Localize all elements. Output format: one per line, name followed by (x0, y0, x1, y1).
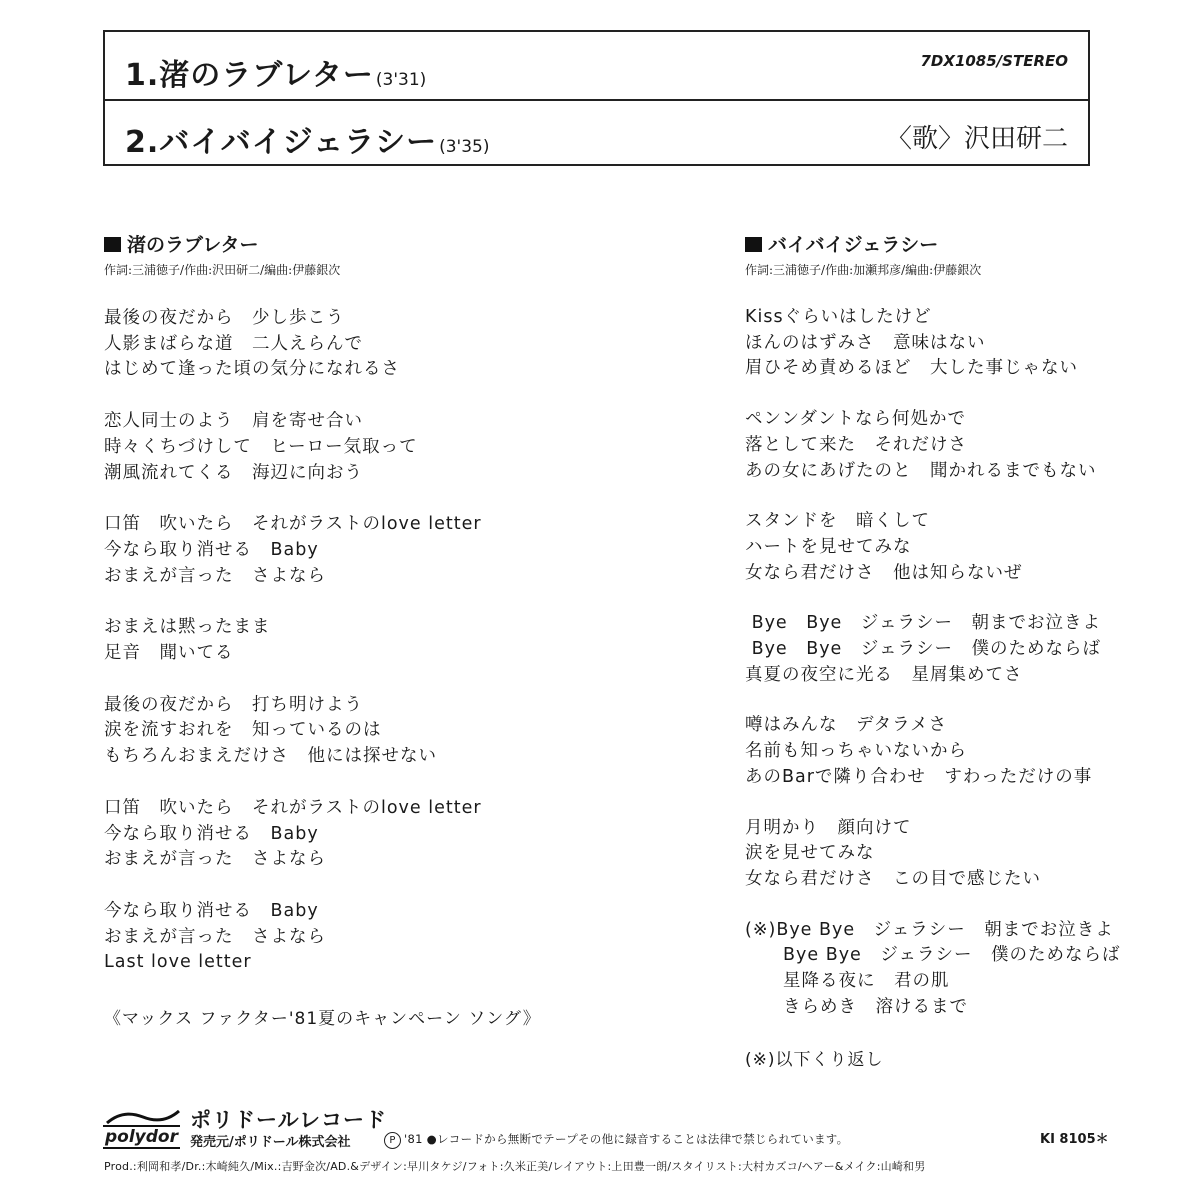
stanza (745, 305, 1165, 382)
lyrics-left-column (104, 232, 664, 1029)
lyric-line: もちろんおまえだけさ 他には探せない (104, 746, 437, 767)
stanza (745, 509, 1165, 586)
catalog-number: 7DX1085/STEREO (920, 52, 1068, 70)
square-bullet-icon (104, 237, 121, 252)
lyric-line: Bye Bye ジェラシー 僕のためならば (783, 945, 1121, 966)
lyric-line: ペンンダントなら何処かで (745, 409, 967, 430)
stanza (745, 713, 1165, 790)
lyric-line: 足音 聞いてる (104, 643, 234, 664)
lyric-line: おまえが言った さよなら (104, 849, 326, 870)
lyric-line: 最後の夜だから 打ち明けよう (104, 694, 363, 715)
singer-credit: 〈歌〉沢田研二 (885, 124, 1068, 154)
stanza (745, 816, 1165, 893)
lyric-line: はじめて逢った頃の気分になれるさ (104, 359, 400, 380)
lyric-line: 女なら君だけさ この目で感じたい (745, 868, 1041, 889)
stanza (745, 611, 1165, 688)
lyric-line: 星降る夜に 君の肌 (783, 971, 950, 992)
stanza (104, 409, 664, 486)
campaign-note: 《マックス ファクター'81夏のキャンペーン ソング》 (104, 1009, 541, 1030)
song-credit: 作詞:三浦徳子/作曲:沢田研二/編曲:伊藤銀次 (104, 263, 341, 277)
track-list-box (103, 30, 1090, 166)
stanza (104, 796, 664, 873)
lyric-line: スタンドを 暗くして (745, 511, 930, 532)
song-title-text: バイバイジェラシー (768, 234, 939, 256)
footer (0, 1098, 1200, 1198)
lyric-line: 時々くちづけして ヒーロー気取って (104, 436, 418, 457)
stanza (104, 899, 664, 976)
lyric-line: 口笛 吹いたら それがラストのlove letter (104, 514, 482, 535)
stanza (745, 407, 1165, 484)
song-credit: 作詞:三浦徳子/作曲:加瀬邦彦/編曲:伊藤銀次 (745, 263, 982, 277)
distributor: 発売元/ポリドール株式会社 (190, 1135, 351, 1150)
stanza (104, 512, 664, 589)
chorus-stanza (745, 918, 1165, 1021)
lyric-line: 人影まばらな道 二人えらんで (104, 333, 363, 354)
lyric-line: 名前も知っちゃいないから (745, 741, 967, 762)
lyric-line: Kissぐらいはしたけど (745, 307, 932, 327)
track-2-duration: (3'35) (439, 137, 490, 157)
lyric-line: 女なら君だけさ 他は知らないぜ (745, 562, 1023, 583)
stanza (104, 615, 664, 666)
lyrics-right-column (745, 232, 1165, 1070)
lyric-line: 今なら取り消せる Baby (104, 539, 319, 560)
label-brand: ポリドールレコード (190, 1108, 388, 1132)
track-1 (125, 50, 426, 94)
phonogram-icon: P (384, 1132, 401, 1149)
lyric-line: 最後の夜だから 少し歩こう (104, 308, 345, 328)
copyright-notice (384, 1131, 849, 1149)
lyric-line: Last love letter (104, 952, 252, 973)
track-1-duration: (3'31) (375, 70, 427, 90)
track-2-title: 2.バイバイジェラシー (125, 125, 438, 160)
stanza (104, 306, 664, 383)
lyric-line: 潮風流れてくる 海辺に向おう (104, 462, 363, 483)
lyric-line: 噂はみんな デタラメさ (745, 715, 948, 736)
track-2 (125, 117, 489, 161)
product-code: KI 8105＊ (1040, 1132, 1109, 1147)
lyric-line: 恋人同士のよう 肩を寄せ合い (104, 411, 363, 432)
lyric-line: ほんのはずみさ 意味はない (745, 332, 986, 353)
lyric-line: 月明かり 顔向けて (745, 817, 912, 838)
lyric-line: 今なら取り消せる Baby (104, 900, 319, 921)
lyric-line: ハートを見せてみな (745, 536, 912, 557)
repeat-note: (※)以下くり返し (745, 1050, 884, 1071)
lyric-line: 涙を流すおれを 知っているのは (104, 720, 382, 741)
song-title (104, 232, 664, 258)
lyric-line: 今なら取り消せる Baby (104, 823, 319, 844)
lyrics-body (745, 305, 1165, 893)
lyric-line: おまえが言った さよなら (104, 565, 326, 586)
lyric-line: 眉ひそめ責めるほど 大した事じゃない (745, 358, 1078, 379)
lyric-line: おまえは黙ったまま (104, 617, 271, 638)
lyric-line: Bye Bye ジェラシー 僕のためならば (745, 639, 1101, 660)
staff-credits: Prod.:利岡和孝/Dr.:木崎純久/Mix.:吉野金次/AD.&デザイン:早川タケジ/フォト:久米正美/レイアウト:上田豊一朗/スタイリスト:大村カズコ/ヘアー&メイク:山崎和男 (104, 1160, 926, 1173)
lyrics-body (104, 306, 664, 976)
square-bullet-icon (745, 237, 762, 252)
lyric-line: Bye Bye ジェラシー 朝までお泣きよ (745, 613, 1101, 634)
polydor-wave-icon (103, 1107, 183, 1127)
lyric-line: きらめき 溶けるまで (783, 996, 968, 1017)
lyric-line: (※)Bye Bye ジェラシー 朝までお泣きよ (745, 919, 1114, 940)
lyric-line: 落として来た それだけさ (745, 434, 967, 455)
stanza (104, 693, 664, 770)
polydor-logo-text: polydor (105, 1127, 178, 1147)
track-1-title: 1.渚のラブレター (125, 58, 374, 93)
song-title-text: 渚のラブレター (127, 234, 259, 256)
divider (105, 99, 1088, 101)
lyric-line: あの女にあげたのと 聞かれるまでもない (745, 460, 1097, 481)
lyric-line: 口笛 吹いたら それがラストのlove letter (104, 797, 482, 818)
lyric-line: 涙を見せてみな (745, 843, 875, 864)
lyric-line: 真夏の夜空に光る 星屑集めてさ (745, 664, 1023, 685)
song-title (745, 232, 1165, 258)
lyric-line: おまえが言った さよなら (104, 926, 326, 947)
lyric-line: あのBarで隣り合わせ すわっただけの事 (745, 766, 1093, 787)
polydor-logo (103, 1107, 183, 1151)
copyright-text: '81 ●レコードから無断でテープその他に録音することは法律で禁じられています。 (404, 1132, 849, 1146)
